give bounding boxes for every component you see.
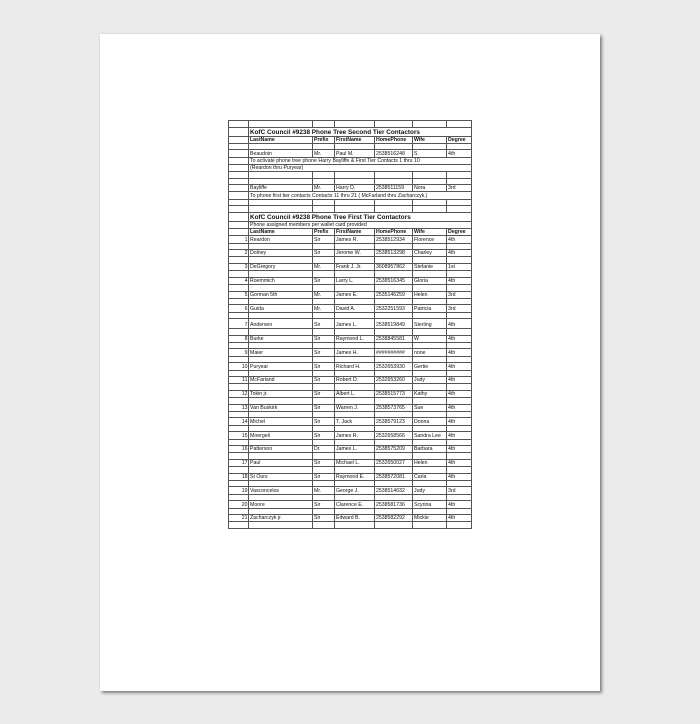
degree: 4th xyxy=(447,459,472,466)
empty-cell xyxy=(229,212,249,221)
wife: Donna xyxy=(413,418,447,425)
wife: Carla xyxy=(413,473,447,480)
row-number: 21 xyxy=(229,515,249,522)
prefix: Sir xyxy=(313,418,335,425)
member-row xyxy=(229,349,472,356)
row-number: 19 xyxy=(229,487,249,494)
degree: 4th xyxy=(447,363,472,370)
home-phone: 2538516248 xyxy=(375,150,413,157)
wife: Scyrina xyxy=(413,501,447,508)
home-phone: 2532650027 xyxy=(375,459,413,466)
empty-cell xyxy=(413,522,447,529)
member-row xyxy=(229,277,472,284)
row-number: 4 xyxy=(229,277,249,284)
home-phone: 2538582292 xyxy=(375,515,413,522)
degree: 4th xyxy=(447,236,472,243)
member-row xyxy=(229,185,472,192)
empty-cell xyxy=(229,136,249,143)
first-name: James H. xyxy=(335,349,375,356)
row-number: 8 xyxy=(229,335,249,342)
empty-cell xyxy=(229,229,249,236)
member-row xyxy=(229,305,472,312)
prefix: Mr. xyxy=(313,487,335,494)
note-line xyxy=(229,192,472,199)
wife: S xyxy=(413,150,447,157)
home-phone: 2532251593 xyxy=(375,305,413,312)
row-number: 2 xyxy=(229,250,249,257)
degree: 4th xyxy=(447,446,472,453)
first-name: James L. xyxy=(335,319,375,329)
prefix: Sir xyxy=(313,377,335,384)
home-phone: 2538573765 xyxy=(375,404,413,411)
prefix: Sir xyxy=(313,277,335,284)
row-number: 15 xyxy=(229,432,249,439)
prefix: Sir xyxy=(313,501,335,508)
wife: Patricia xyxy=(413,305,447,312)
first-name: Clarence E. xyxy=(335,501,375,508)
wife: Barbara xyxy=(413,446,447,453)
column-header-row xyxy=(229,136,472,143)
degree: 4th xyxy=(447,432,472,439)
home-phone: 2538575209 xyxy=(375,446,413,453)
wife: Nora xyxy=(413,185,447,192)
empty-cell xyxy=(313,522,335,529)
section-subtitle-text: Phone assigned members per wallet card provided xyxy=(249,221,472,228)
degree: 4th xyxy=(447,404,472,411)
member-row xyxy=(229,150,472,157)
prefix: Mr. xyxy=(313,305,335,312)
last-name: Maier xyxy=(249,349,313,356)
degree: 4th xyxy=(447,349,472,356)
header-prefix: Prefix xyxy=(313,229,335,236)
prefix: Sir xyxy=(313,250,335,257)
degree: 4th xyxy=(447,319,472,329)
section-title-first-tier-text: KofC Council #9238 Phone Tree First Tier Contactors xyxy=(249,212,472,221)
row-number: 18 xyxy=(229,473,249,480)
first-name: James R. xyxy=(335,432,375,439)
section-title-first-tier xyxy=(229,212,472,221)
header-wife: Wife xyxy=(413,136,447,143)
empty-cell xyxy=(335,522,375,529)
last-name: Michel xyxy=(249,418,313,425)
empty-cell xyxy=(249,522,313,529)
home-phone: 2532658566 xyxy=(375,432,413,439)
home-phone: 2538512934 xyxy=(375,236,413,243)
degree: 4th xyxy=(447,418,472,425)
first-name: Larry L. xyxy=(335,277,375,284)
last-name: Gorman 5th xyxy=(249,291,313,298)
wife: Sue xyxy=(413,404,447,411)
row-number: 5 xyxy=(229,291,249,298)
row-number: 10 xyxy=(229,363,249,370)
degree: 3rd xyxy=(447,185,472,192)
member-row xyxy=(229,473,472,480)
prefix: Sir xyxy=(313,390,335,397)
home-phone: 2538581736 xyxy=(375,501,413,508)
member-row xyxy=(229,363,472,370)
empty-cell xyxy=(229,164,249,171)
header-home-phone: HomePhone xyxy=(375,136,413,143)
header-first-name: FirstName xyxy=(335,136,375,143)
last-name: Paul xyxy=(249,459,313,466)
row-number: 20 xyxy=(229,501,249,508)
first-name: James R. xyxy=(335,236,375,243)
member-row xyxy=(229,250,472,257)
note-line xyxy=(229,164,472,171)
empty-cell xyxy=(229,127,249,136)
row-number: 1 xyxy=(229,236,249,243)
member-row xyxy=(229,487,472,494)
prefix: Sir xyxy=(313,319,335,329)
row-number: 12 xyxy=(229,390,249,397)
first-name: James L. xyxy=(335,446,375,453)
first-name: Robert D. xyxy=(335,377,375,384)
member-row xyxy=(229,501,472,508)
wife: Kathy xyxy=(413,390,447,397)
empty-cell xyxy=(229,522,249,529)
last-name: Roemmich xyxy=(249,277,313,284)
wife: Stefanie xyxy=(413,263,447,270)
member-row xyxy=(229,236,472,243)
wife: Gloria xyxy=(413,277,447,284)
section-title-second-tier-text: KofC Council #9238 Phone Tree Second Tier Contactors xyxy=(249,127,472,136)
prefix: Sir xyxy=(313,473,335,480)
last-name: Bayliffe xyxy=(249,185,313,192)
header-wife: Wife xyxy=(413,229,447,236)
row-number: 7 xyxy=(229,319,249,329)
member-row xyxy=(229,377,472,384)
member-row xyxy=(229,390,472,397)
empty-cell xyxy=(447,522,472,529)
row-number: 16 xyxy=(229,446,249,453)
degree: 4th xyxy=(447,250,472,257)
home-phone: 2538513298 xyxy=(375,250,413,257)
degree: 1st xyxy=(447,263,472,270)
degree: 4th xyxy=(447,277,472,284)
first-name: Michael L. xyxy=(335,459,375,466)
home-phone: 2535146259 xyxy=(375,291,413,298)
prefix: Sir xyxy=(313,335,335,342)
home-phone: 2538572081 xyxy=(375,473,413,480)
home-phone: 2538519849 xyxy=(375,319,413,329)
last-name: Guida xyxy=(249,305,313,312)
first-name: Edward B. xyxy=(335,515,375,522)
wife: none xyxy=(413,349,447,356)
member-row xyxy=(229,335,472,342)
blank-row xyxy=(229,522,472,529)
last-name: Zacharczyk jr. xyxy=(249,515,313,522)
first-name: Albert L. xyxy=(335,390,375,397)
home-phone: 2532653260 xyxy=(375,377,413,384)
header-first-name: FirstName xyxy=(335,229,375,236)
member-row xyxy=(229,404,472,411)
first-name: Frank J. Jr. xyxy=(335,263,375,270)
header-last-name: LastName xyxy=(249,229,313,236)
member-row xyxy=(229,263,472,270)
degree: 4th xyxy=(447,515,472,522)
note-line-text: To activate phone tree phone Harry Bayliffe & First Tier Contacts 1 thru 10 xyxy=(249,157,472,164)
prefix: Mr. xyxy=(313,185,335,192)
row-number: 11 xyxy=(229,377,249,384)
last-name: Moore xyxy=(249,501,313,508)
member-row xyxy=(229,515,472,522)
last-name: DeGregory xyxy=(249,263,313,270)
first-name: Raymond L. xyxy=(335,335,375,342)
degree: 3rd xyxy=(447,305,472,312)
phone-tree-sheet xyxy=(228,120,472,529)
degree: 4th xyxy=(447,390,472,397)
home-phone: 2538516345 xyxy=(375,277,413,284)
last-name: Beaudoin xyxy=(249,150,313,157)
wife: Gertie xyxy=(413,363,447,370)
wife: Judy xyxy=(413,487,447,494)
prefix: Sir xyxy=(313,515,335,522)
last-name: St Ours xyxy=(249,473,313,480)
home-phone: 2538514632 xyxy=(375,487,413,494)
row-number: 3 xyxy=(229,263,249,270)
degree: 3rd xyxy=(447,487,472,494)
home-phone: 3608957862 xyxy=(375,263,413,270)
degree: 4th xyxy=(447,501,472,508)
last-name: Van Buskirk xyxy=(249,404,313,411)
header-last-name: LastName xyxy=(249,136,313,143)
last-name: Patterson xyxy=(249,446,313,453)
wife: Judy xyxy=(413,377,447,384)
degree: 3rd xyxy=(447,291,472,298)
header-degree: Degree xyxy=(447,136,472,143)
first-name: Warren J. xyxy=(335,404,375,411)
first-name: Harry D. xyxy=(335,185,375,192)
section-title-second-tier xyxy=(229,127,472,136)
row-number: 6 xyxy=(229,305,249,312)
row-number: 13 xyxy=(229,404,249,411)
last-name: Vasconcelos xyxy=(249,487,313,494)
first-name: Richard H. xyxy=(335,363,375,370)
wife: Helen xyxy=(413,291,447,298)
home-phone: 2538515773 xyxy=(375,390,413,397)
first-name: Raymond E. xyxy=(335,473,375,480)
first-name: James E. xyxy=(335,291,375,298)
wife: Charley xyxy=(413,250,447,257)
prefix: Mr. xyxy=(313,150,335,157)
wife: Florence xyxy=(413,236,447,243)
prefix: Sir xyxy=(313,363,335,370)
document-page xyxy=(100,34,600,691)
last-name: Reardon xyxy=(249,236,313,243)
home-phone: 2532653930 xyxy=(375,363,413,370)
wife: Sandra Lee xyxy=(413,432,447,439)
prefix: Dr. xyxy=(313,446,335,453)
row-number: 17 xyxy=(229,459,249,466)
empty-cell xyxy=(229,221,249,228)
first-name: T. Jack xyxy=(335,418,375,425)
last-name: Burke xyxy=(249,335,313,342)
degree: 4th xyxy=(447,377,472,384)
degree: 4th xyxy=(447,335,472,342)
last-name: Dolney xyxy=(249,250,313,257)
prefix: Sir xyxy=(313,432,335,439)
prefix: Mr. xyxy=(313,291,335,298)
degree: 4th xyxy=(447,473,472,480)
home-phone: 2538845581 xyxy=(375,335,413,342)
empty-cell xyxy=(375,522,413,529)
section-subtitle xyxy=(229,221,472,228)
prefix: Sir xyxy=(313,349,335,356)
home-phone: 2538579123 xyxy=(375,418,413,425)
member-row xyxy=(229,446,472,453)
empty-cell xyxy=(229,157,249,164)
first-name: George J. xyxy=(335,487,375,494)
last-name: Tokin jr. xyxy=(249,390,313,397)
first-name: Paul M. xyxy=(335,150,375,157)
home-phone: ########## xyxy=(375,349,413,356)
wife: Sterling xyxy=(413,319,447,329)
prefix: Mr. xyxy=(313,263,335,270)
member-row xyxy=(229,319,472,329)
first-name: David A. xyxy=(335,305,375,312)
header-home-phone: HomePhone xyxy=(375,229,413,236)
member-row xyxy=(229,432,472,439)
wife: W xyxy=(413,335,447,342)
prefix: Sir xyxy=(313,459,335,466)
last-name: Moergeli xyxy=(249,432,313,439)
member-row xyxy=(229,418,472,425)
first-name: Jerome W. xyxy=(335,250,375,257)
header-prefix: Prefix xyxy=(313,136,335,143)
last-name: Andersen xyxy=(249,319,313,329)
prefix: Sir xyxy=(313,404,335,411)
column-header-row xyxy=(229,229,472,236)
prefix: Sir xyxy=(313,236,335,243)
empty-cell xyxy=(229,192,249,199)
note-line xyxy=(229,157,472,164)
note-line-text: (Reardon thru Puryear) xyxy=(249,164,472,171)
degree: 4th xyxy=(447,150,472,157)
header-degree: Degree xyxy=(447,229,472,236)
wife: Helen xyxy=(413,459,447,466)
row-number xyxy=(229,185,249,192)
row-number xyxy=(229,150,249,157)
row-number: 9 xyxy=(229,349,249,356)
last-name: McFarland xyxy=(249,377,313,384)
home-phone: 2538511159 xyxy=(375,185,413,192)
member-row xyxy=(229,291,472,298)
wife: Mickie xyxy=(413,515,447,522)
row-number: 14 xyxy=(229,418,249,425)
last-name: Puryear xyxy=(249,363,313,370)
note-line-text: To phone first tier contacts Contacts 11 thru 21 ( McFarland thru Zacharczyk.) xyxy=(249,192,472,199)
member-row xyxy=(229,459,472,466)
